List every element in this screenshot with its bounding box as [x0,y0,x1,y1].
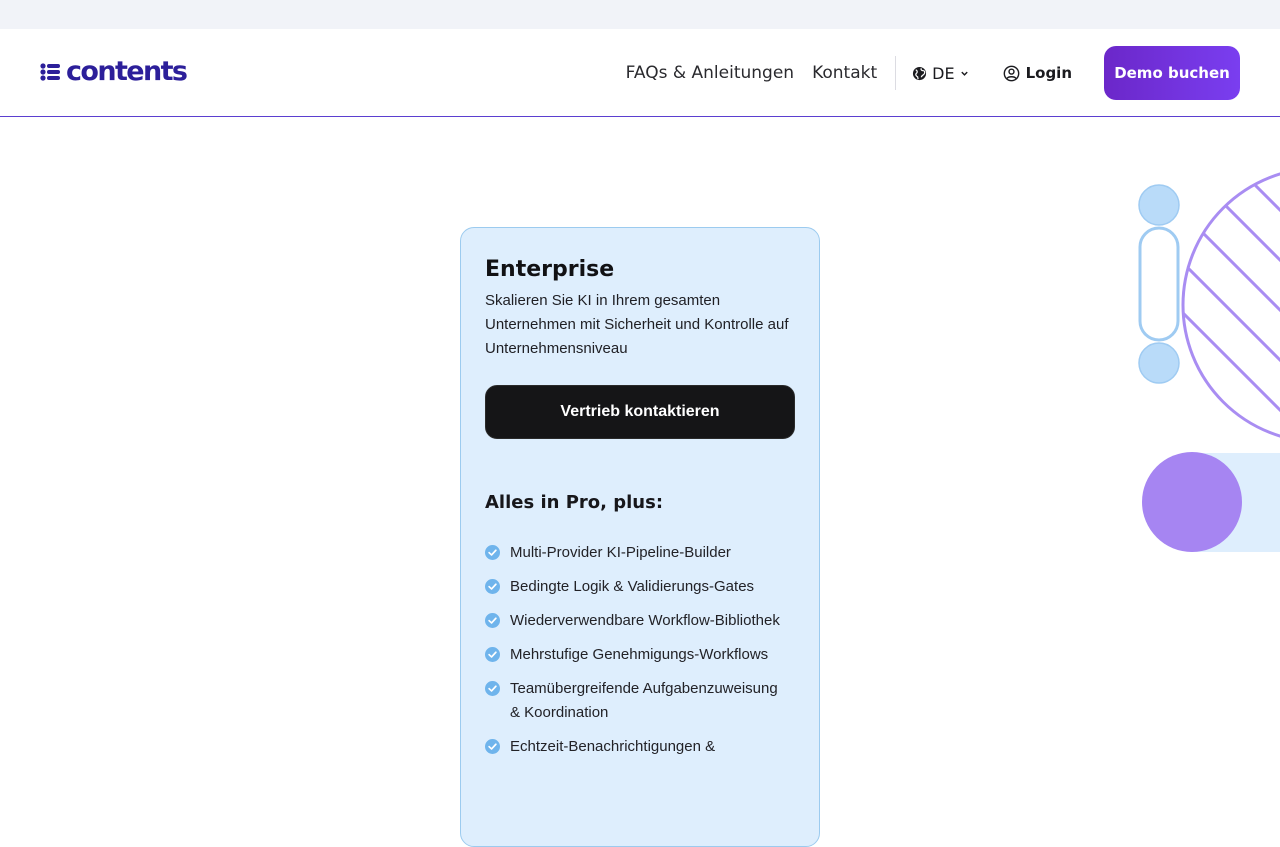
check-icon [485,579,500,594]
feature-list [485,541,795,759]
nav-link-kontakt[interactable]: Kontakt [812,63,878,83]
list-item [485,735,795,759]
main-nav [626,46,1240,100]
nav-divider [895,56,896,90]
book-demo-button[interactable]: Demo buchen [1104,46,1240,100]
list-item [485,541,795,565]
feature-text: Multi-Provider KI-Pipeline-Builder [510,544,731,561]
top-strip [0,0,1280,29]
language-label: DE [932,63,955,83]
decorative-shapes [1130,150,1280,570]
list-item [485,677,795,725]
list-item [485,609,795,633]
logo-text: contents [66,56,187,87]
feature-text: Echtzeit-Benachrichtigungen & [510,738,716,755]
check-icon [485,647,500,662]
check-icon [485,681,500,696]
list-icon [40,63,60,81]
list-item [485,575,795,599]
user-icon [1003,65,1020,82]
check-icon [485,739,500,754]
plan-description: Skalieren Sie KI in Ihrem gesamten Unternehmen mit Sicherheit und Kontrolle auf Unternehmensniveau [485,292,789,357]
enterprise-plan-card [460,227,820,847]
globe-icon [912,66,927,81]
plan-title: Enterprise [485,257,615,282]
language-selector[interactable] [912,64,968,83]
login-link[interactable] [1003,64,1072,82]
logo[interactable] [40,55,186,89]
feature-text: Mehrstufige Genehmigungs-Workflows [510,646,769,663]
check-icon [485,613,500,628]
chevron-down-icon [960,69,969,78]
feature-text: Teamübergreifende Aufgabenzuweisung & Koordination [510,680,778,721]
check-icon [485,545,500,560]
features-heading: Alles in Pro, plus: [485,492,664,513]
contact-sales-button[interactable]: Vertrieb kontaktieren [485,385,795,439]
login-label: Login [1025,64,1072,82]
site-header [0,29,1280,117]
feature-text: Wiederverwendbare Workflow-Bibliothek [510,612,780,629]
feature-text: Bedingte Logik & Validierungs-Gates [510,578,755,595]
list-item [485,643,795,667]
nav-link-faqs[interactable]: FAQs & Anleitungen [625,63,795,83]
